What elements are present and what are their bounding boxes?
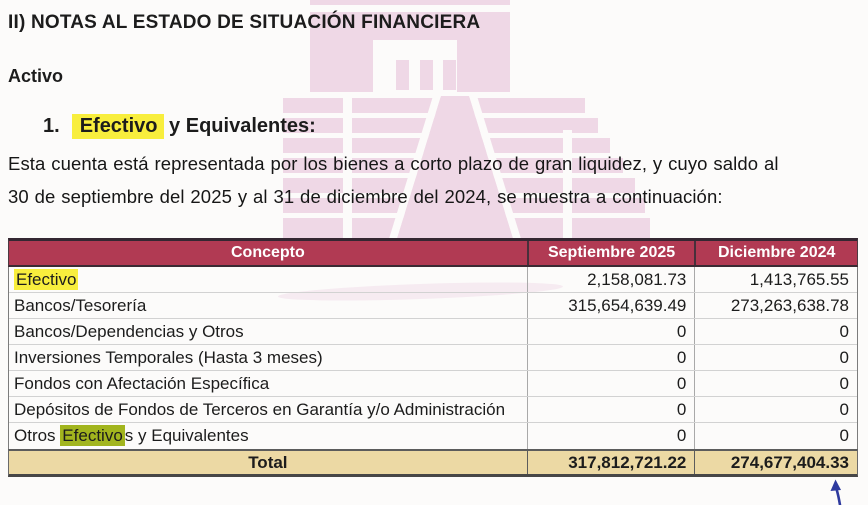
cell-septiembre-2025: 2,158,081.73 <box>527 267 695 292</box>
highlighted-text: Efectivo <box>16 270 77 289</box>
cell-concepto <box>9 423 527 449</box>
heading-highlighted-word: Efectivo <box>72 114 164 139</box>
cell-concepto <box>9 345 527 370</box>
column-header-concepto: Concepto <box>230 244 305 261</box>
table-total-row <box>8 449 858 477</box>
concepto-text: Bancos/Tesorería <box>14 296 147 315</box>
table-row <box>9 371 857 397</box>
concepto-text: Inversiones Temporales (Hasta 3 meses) <box>14 348 323 367</box>
cell-diciembre-2024: 0 <box>694 423 857 449</box>
cell-diciembre-2024: 0 <box>694 345 857 370</box>
cell-diciembre-2024: 273,263,638.78 <box>694 293 857 318</box>
cell-concepto <box>9 319 527 344</box>
cell-septiembre-2025: 315,654,639.49 <box>527 293 695 318</box>
paragraph-line-1: Esta cuenta está representada por los bienes a corto plazo de gran liquidez, y cuyo saldo al <box>8 153 779 174</box>
cell-concepto <box>9 267 527 292</box>
concepto-text: s y Equivalentes <box>124 426 249 445</box>
cell-diciembre-2024: 1,413,765.55 <box>694 267 857 292</box>
concepto-text: Depósitos de Fondos de Terceros en Garantía y/o Administración <box>14 400 506 419</box>
concepto-text: Otros <box>14 426 61 445</box>
total-septiembre-2025: 317,812,721.22 <box>527 451 695 474</box>
cell-diciembre-2024: 0 <box>694 371 857 396</box>
total-label: Total <box>248 453 288 472</box>
heading-rest: y Equivalentes: <box>163 115 316 137</box>
highlighted-text: Efectivo <box>62 426 123 445</box>
table-row <box>9 397 857 423</box>
cell-concepto <box>9 293 527 318</box>
table-body <box>8 267 858 449</box>
cell-concepto <box>9 371 527 396</box>
pen-arrow-icon <box>820 478 852 505</box>
table-row <box>9 319 857 345</box>
table-row <box>9 293 857 319</box>
paragraph-line-2: 30 de septiembre del 2025 y al 31 de diciembre del 2024, se muestra a continuación: <box>8 186 723 207</box>
financial-table <box>8 238 858 477</box>
cell-septiembre-2025: 0 <box>527 345 695 370</box>
concepto-text: Fondos con Afectación Específica <box>14 374 270 393</box>
section-label-activo: Activo <box>8 66 64 86</box>
heading-number: 1. <box>43 115 60 137</box>
cell-septiembre-2025: 0 <box>527 319 695 344</box>
cell-diciembre-2024: 0 <box>694 397 857 422</box>
column-header-diciembre-2024: Diciembre 2024 <box>694 241 857 265</box>
subsection-heading <box>43 115 316 138</box>
page-title: II) NOTAS AL ESTADO DE SITUACIÓN FINANCIERA <box>8 12 481 33</box>
cell-septiembre-2025: 0 <box>527 423 695 449</box>
cell-concepto <box>9 397 527 422</box>
total-diciembre-2024: 274,677,404.33 <box>694 451 857 474</box>
cell-diciembre-2024: 0 <box>694 319 857 344</box>
table-header-row <box>8 238 858 267</box>
table-row <box>9 423 857 449</box>
concepto-text: Bancos/Dependencias y Otros <box>14 322 244 341</box>
table-row <box>9 345 857 371</box>
table-row <box>9 267 857 293</box>
cell-septiembre-2025: 0 <box>527 397 695 422</box>
column-header-septiembre-2025: Septiembre 2025 <box>527 241 695 265</box>
cell-septiembre-2025: 0 <box>527 371 695 396</box>
